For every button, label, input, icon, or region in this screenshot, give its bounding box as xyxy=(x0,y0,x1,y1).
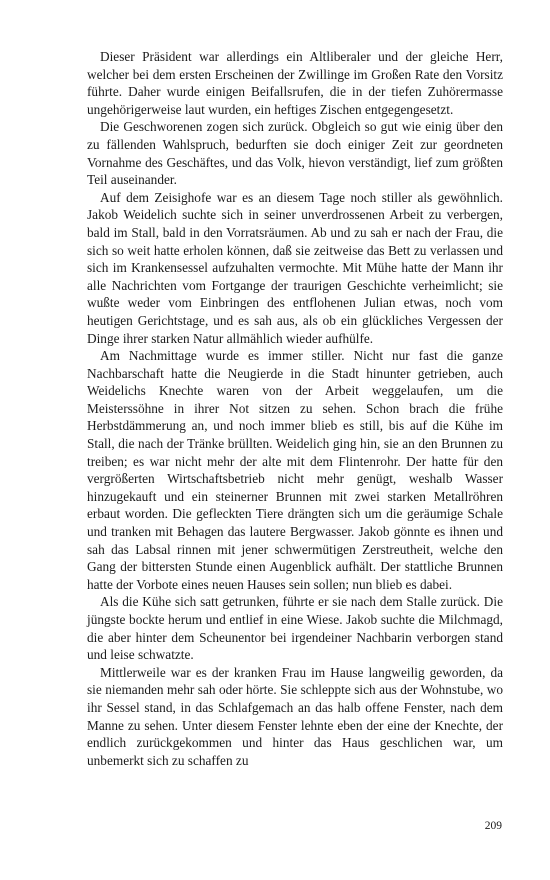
body-text xyxy=(87,48,503,769)
paragraph-4: Am Nachmittage wurde es immer stiller. Nicht nur fast die ganze Nachbarschaft hatte die Neugierde in die Stadt hinunter getrieben, auch Weidelichs Knechte waren von der Arbeit weggelaufen, um die Meisterssöhne in ihrer Not sitzen zu sehen. Schon brach die frühe Herbstdämmerung an, und noch immer blieb es still, bis auf die Kühe im Stall, die nach der Tränke brüllten. Weidelich ging hin, sie an den Brunnen zu treiben; es war nicht mehr der alte mit dem Flintenrohr. Der hatte für den vergrößerten Wirtschaftsbetrieb nicht mehr genügt, weshalb Wasser hinzugekauft und ein steinerner Brunnen mit zwei starken Metallröhren erbaut worden. Die gefleckten Tiere drängten sich um die geräumige Schale und tranken mit Behagen das lautere Bergwasser. Jakob gönnte es ihnen und sah das Labsal rinnen mit jener schwermütigen Zerstreutheit, welche den Gang der bittersten Stunde einen Augenblick aufhält. Der stattliche Brunnen hatte der Vorbote eines neuen Hauses sein sollen; nun blieb es dabei. xyxy=(87,348,503,592)
paragraph-2: Die Geschworenen zogen sich zurück. Obgleich so gut wie einig über den zu fällenden Wahlspruch, bedurften sie doch einiger Zeit zur geordneten Vornahme des Geschäftes, und das Volk, hievon verständigt, lief zum größten Teil auseinander. xyxy=(87,119,503,188)
page-number: 209 xyxy=(484,820,502,832)
paragraph-3: Auf dem Zeisighofe war es an diesem Tage noch stiller als gewöhnlich. Jakob Weidelich suchte sich in seiner unverdrossenen Arbeit zu verbergen, bald im Stall, bald in den Vorratsräumen. Ab und zu sah er nach der Frau, die sich so weit hatte erholen können, daß sie zeitweise das Bett zu verlassen und sich im Krankensessel aufzuhalten vermochte. Mit Mühe hatte der Mann ihr alle Nachrichten vom Fortgange der traurigen Geschichte verheimlicht; sie wußte weder vom Einbringen des entflohenen Julian etwas, noch vom heutigen Gerichtstage, und es sah aus, als ob ein glückliches Vergessen der Dinge ihrer starken Natur allmählich wieder aufhülfe. xyxy=(87,189,503,346)
paragraph-6: Mittlerweile war es der kranken Frau im Hause langweilig geworden, da sie niemanden mehr sah oder hörte. Sie schleppte sich aus der Wohnstube, wo ihr Sessel stand, in das Schlafgemach an das halb offene Fenster, nach dem Manne zu sehen. Unter diesem Fenster lehnte eben der eine der Knechte, der endlich zurückgekommen und hinter das Haus geschlichen war, um unbemerkt sich zu schaffen zu xyxy=(87,664,503,768)
paragraph-1: Dieser Präsident war allerdings ein Altliberaler und der gleiche Herr, welcher bei dem ersten Erscheinen der Zwillinge im Großen Rate den Vorsitz führte. Daher wurde einigen Beifallsrufen, die in der tiefen Zuhörermasse ungehörigerweise laut wurden, ein heftiges Zischen entgegengesetzt. xyxy=(87,49,503,117)
paragraph-5: Als die Kühe sich satt getrunken, führte er sie nach dem Stalle zurück. Die jüngste bockte herum und entlief in eine Wiese. Jakob suchte die Milchmagd, die aber hinter dem Scheunentor bei irgendeiner Nachbarin verborgen stand und leise schwatzte. xyxy=(87,594,503,663)
